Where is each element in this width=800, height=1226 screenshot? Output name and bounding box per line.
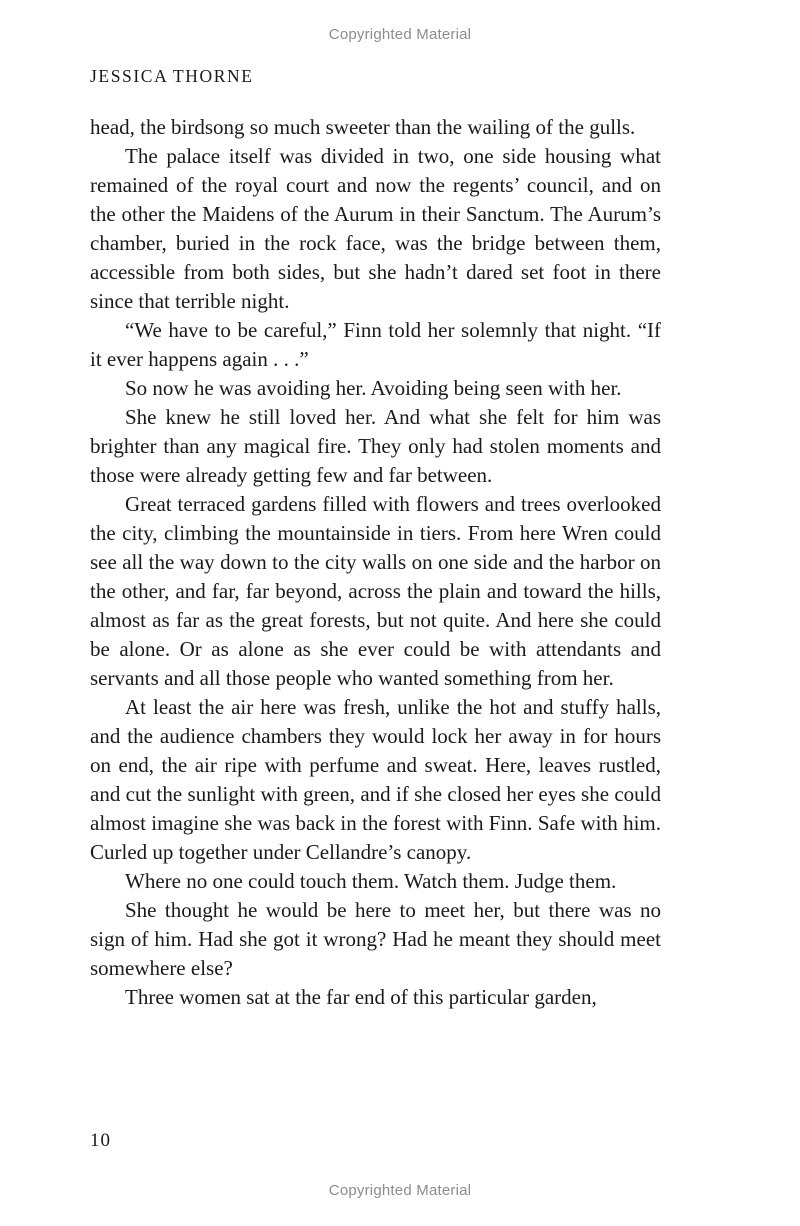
running-head-author: JESSICA THORNE xyxy=(90,66,254,86)
page-number: 10 xyxy=(90,1130,111,1151)
paragraph: “We have to be careful,” Finn told her solemnly that night. “If it ever happens again . . .” xyxy=(90,318,661,371)
body-text xyxy=(90,113,661,1012)
paragraph: She thought he would be here to meet her, but there was no sign of him. Had she got it wrong? Had he meant they should meet somewhere else? xyxy=(90,898,661,980)
paragraph: At least the air here was fresh, unlike the hot and stuffy halls, and the audience chambers they would lock her away in for hours on end, the air ripe with perfume and sweat. Here, leaves rustled, and cut the sunlight with green, and if she closed her eyes she could almost imagine she was back in the forest with Finn. Safe with him. Curled up together under Cellandre’s canopy. xyxy=(90,695,661,864)
copyright-watermark-top: Copyrighted Material xyxy=(328,26,472,43)
paragraph: Great terraced gardens filled with flowers and trees overlooked the city, climbing the mountainside in tiers. From here Wren could see all the way down to the city walls on one side and the harbor on the other, and far, far beyond, across the plain and toward the hills, almost as far as the great forests, but not quite. And here she could be alone. Or as alone as she ever could be with attendants and servants and all those people who wanted something from her. xyxy=(90,492,661,690)
paragraph: So now he was avoiding her. Avoiding being seen with her. xyxy=(125,376,622,400)
paragraph: head, the birdsong so much sweeter than the wailing of the gulls. xyxy=(90,115,636,139)
paragraph: Where no one could touch them. Watch them. Judge them. xyxy=(125,869,617,893)
paragraph: Three women sat at the far end of this particular garden, xyxy=(125,985,597,1009)
paragraph: The palace itself was divided in two, one side housing what remained of the royal court and now the regents’ council, and on the other the Maidens of the Aurum in their Sanctum. The Aurum’s chamber, buried in the rock face, was the bridge between them, accessible from both sides, but she hadn’t dared set foot in there since that terrible night. xyxy=(90,144,661,313)
copyright-watermark-bottom: Copyrighted Material xyxy=(328,1182,472,1199)
paragraph: She knew he still loved her. And what she felt for him was brighter than any magical fire. They only had stolen moments and those were already getting few and far between. xyxy=(90,405,661,487)
